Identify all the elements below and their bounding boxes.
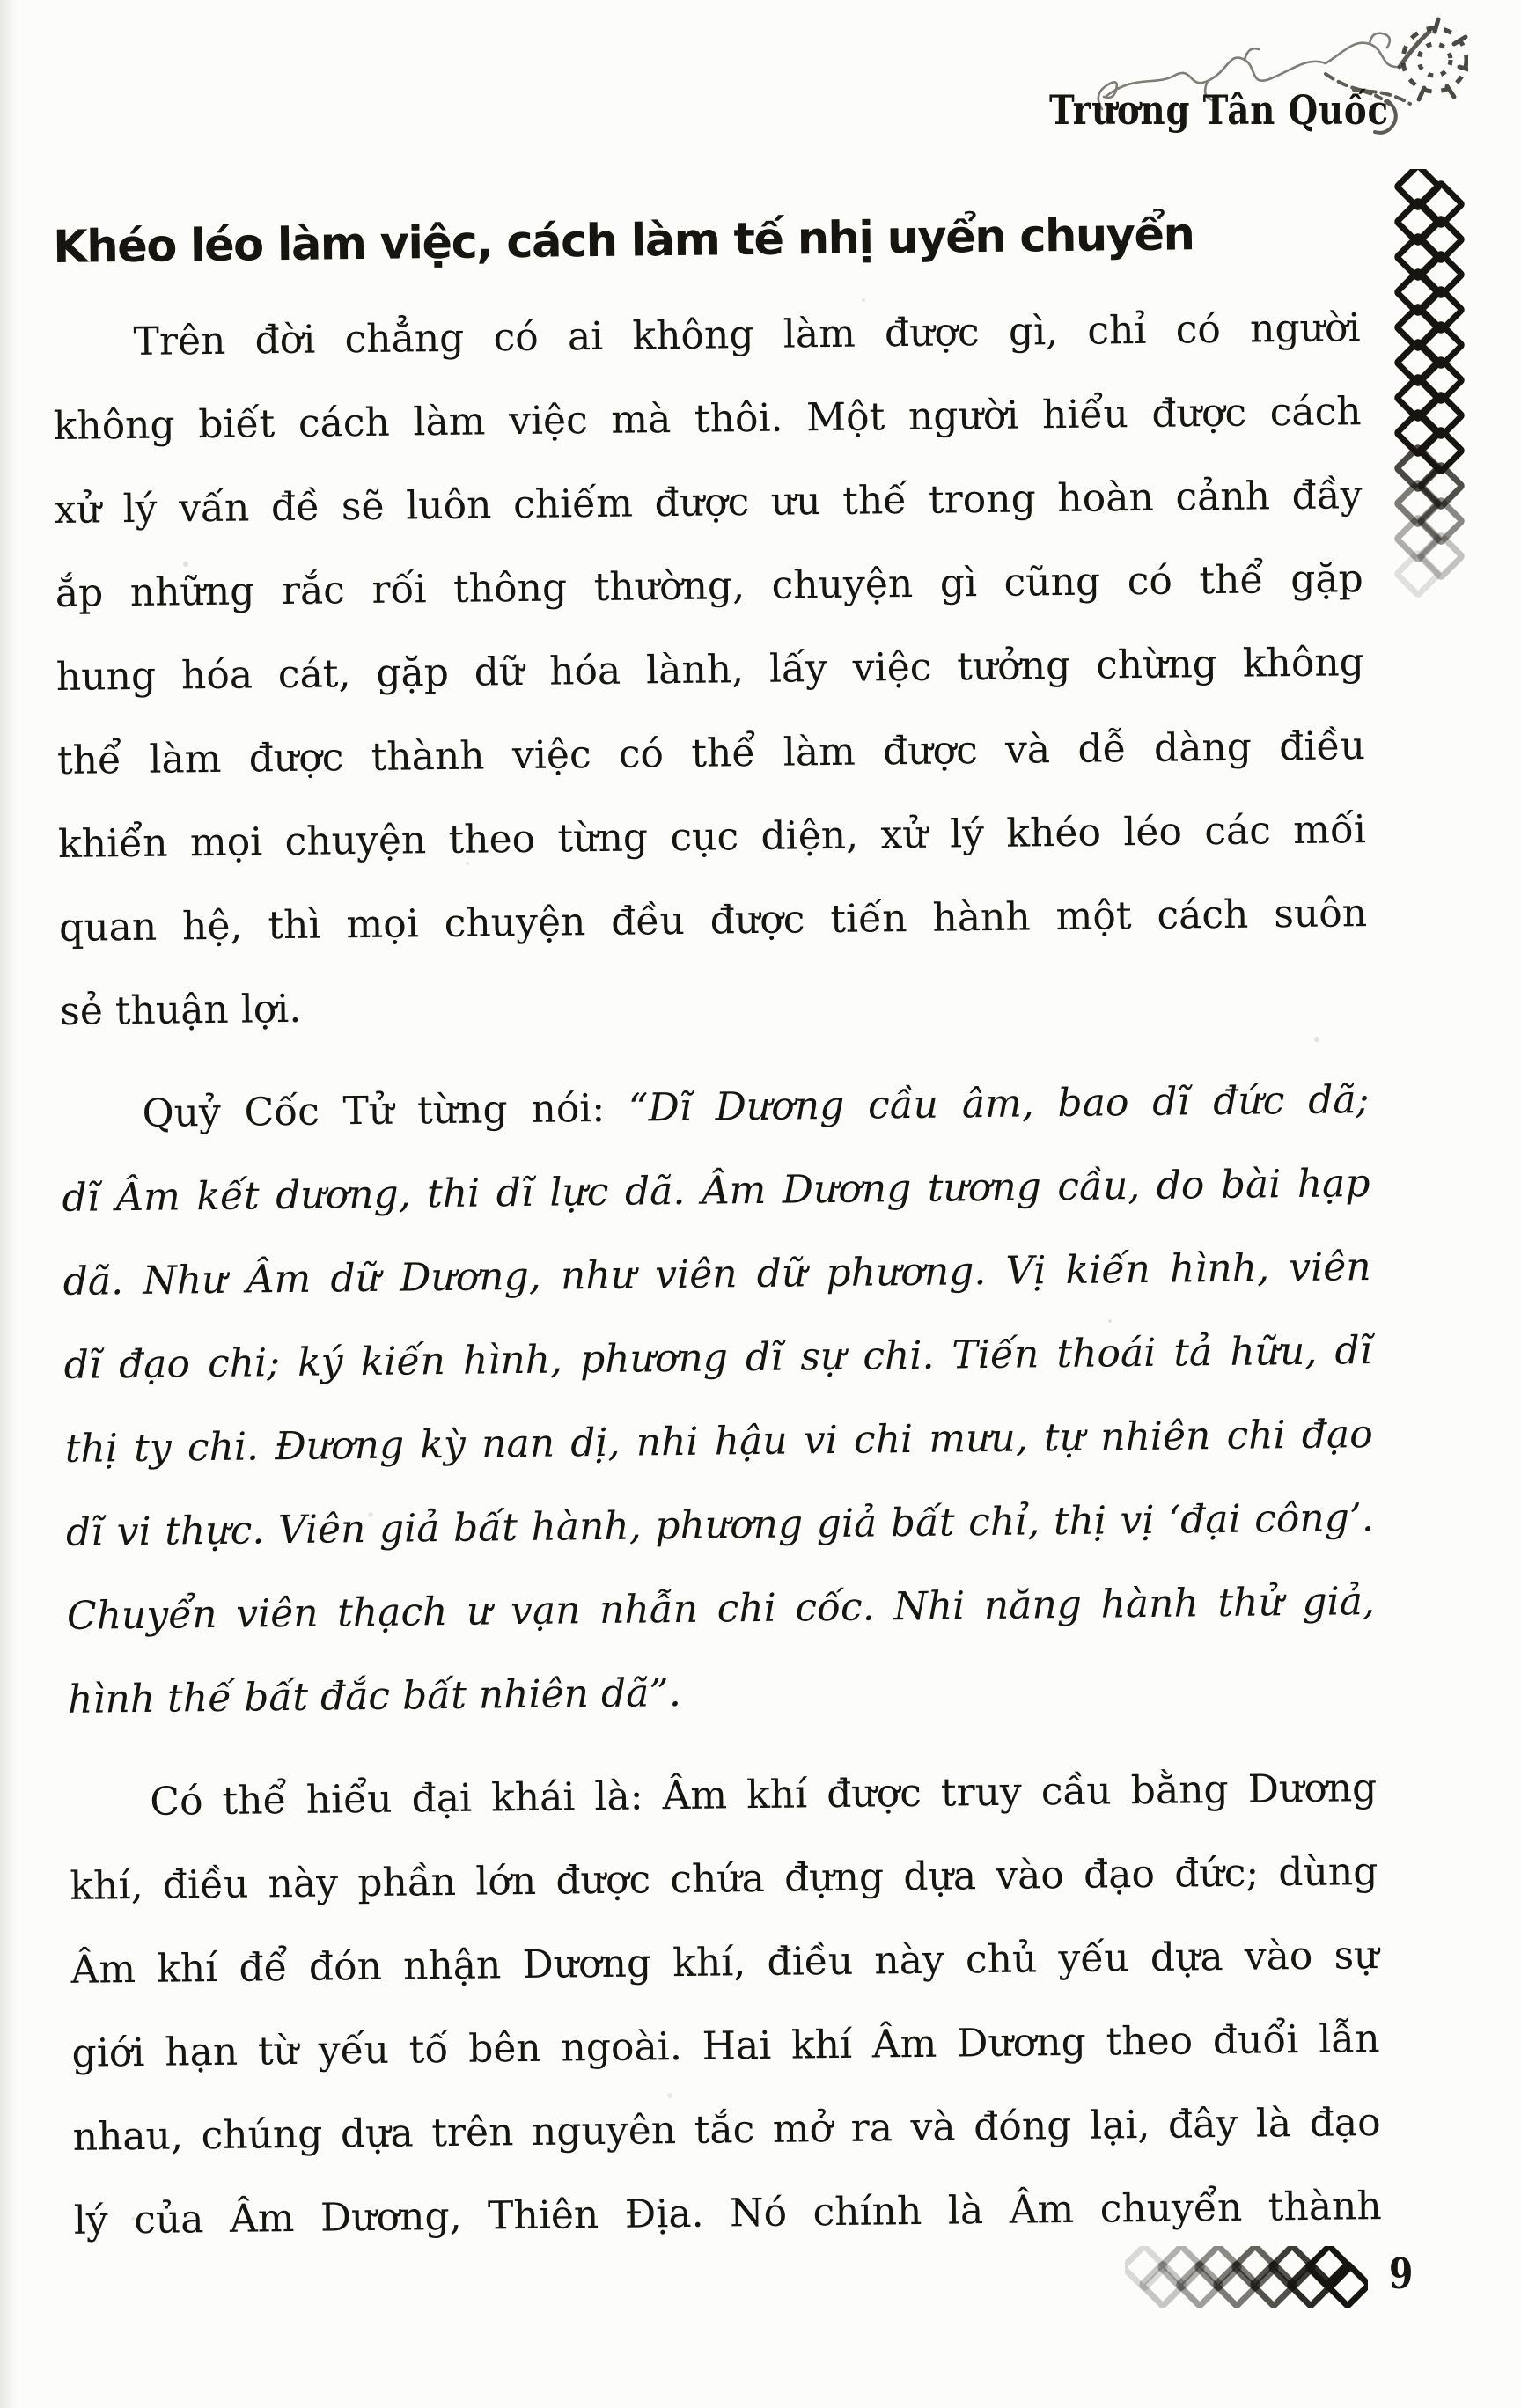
text-run: hung hóa cát, gặp dữ hóa lành, lấy việc tưởng chừng không <box>55 639 1365 700</box>
text-run: lý của Âm Dương, Thiên Địa. Nó chính là Âm chuyển thành <box>73 2183 1382 2243</box>
text-line <box>55 620 1364 719</box>
text-run: giới hạn từ yếu tố bên ngoài. Hai khí Âm Dương theo đuổi lẫn <box>71 2015 1380 2076</box>
text-line <box>64 1392 1373 1491</box>
text-run: thể làm được thành việc có thể làm được và dễ dàng điều <box>56 723 1366 783</box>
body-text <box>52 286 1382 2263</box>
text-run: Trên đời chẳng có ai không làm được gì, chỉ có người <box>133 305 1361 364</box>
scan-edge-shadow <box>0 0 18 2408</box>
lattice-border-right-icon <box>1394 169 1470 618</box>
chapter-title: Khéo léo làm việc, cách làm tế nhị uyển chuyển <box>53 209 1194 274</box>
paragraph <box>52 286 1369 1054</box>
text-line <box>63 1309 1372 1407</box>
text-line <box>54 453 1363 552</box>
paragraph <box>69 1746 1382 2263</box>
scan-speckles <box>0 0 2 2</box>
quote-run: “Dĩ Dương cầu âm, bao dĩ đức dã; <box>628 1076 1370 1131</box>
text-run: xử lý vấn đề sẽ luôn chiếm được ưu thế trong hoàn cảnh đầy <box>54 472 1363 532</box>
text-line <box>56 704 1365 803</box>
text-line <box>69 1746 1378 1845</box>
text-run: sẻ thuận lợi. <box>59 986 302 1034</box>
text-line <box>65 1476 1374 1575</box>
text-run: nhau, chúng dựa trên nguyên tắc mở ra và đóng lại, đây là đạo <box>72 2099 1381 2160</box>
text-line <box>55 537 1363 635</box>
text-run: Có thể hiểu đại khái là: Âm khí được truy cầu bằng Dương <box>150 1765 1378 1824</box>
quote-run: hình thế bất đắc bất nhiên dã”. <box>67 1670 682 1722</box>
quote-run: dĩ đạo chi; ký kiến hình, phương dĩ sự chi. Tiến thoái tả hữu, dĩ <box>63 1327 1372 1388</box>
paragraph <box>61 1058 1377 1742</box>
text-run: khiển mọi chuyện theo từng cục diện, xử lý khéo léo các mối <box>57 806 1367 867</box>
text-run: Quỷ Cốc Tử từng nói: <box>142 1085 629 1136</box>
text-line <box>53 370 1362 468</box>
text-line <box>59 871 1368 970</box>
page-content <box>51 205 1382 2262</box>
text-line <box>61 1058 1370 1156</box>
text-line <box>52 286 1361 385</box>
running-header-author: Trương Tân Quốc <box>1049 86 1389 134</box>
text-line <box>72 2081 1381 2179</box>
text-line <box>71 1997 1380 2096</box>
text-line <box>70 1913 1379 2012</box>
text-run: quan hệ, thì mọi chuyện đều được tiến hành một cách suôn <box>58 890 1368 951</box>
quote-run: dã. Như Âm dữ Dương, như viên dữ phương. Vị kiến hình, viên <box>62 1244 1371 1304</box>
lattice-footer-icon <box>1125 2246 1368 2308</box>
text-line <box>58 788 1367 886</box>
text-run: khí, điều này phần lớn được chứa đựng dựa vào đạo đức; dùng <box>70 1848 1378 1909</box>
text-run: Âm khí để đón nhận Dương khí, điều này chủ yếu dựa vào sự <box>70 1932 1379 1993</box>
text-line <box>62 1142 1370 1240</box>
text-run: ắp những rắc rối thông thường, chuyện gì cũng có thể gặp <box>55 555 1364 616</box>
text-line <box>68 1643 1377 1742</box>
text-line <box>60 955 1369 1054</box>
page-number: 9 <box>1389 2250 1414 2299</box>
quote-run: thị ty chi. Đương kỳ nan dị, nhi hậu vi chi mưu, tự nhiên chi đạo <box>64 1411 1374 1472</box>
text-line <box>66 1560 1375 1658</box>
quote-run: dĩ vi thực. Viên giả bất hành, phương giả bất chỉ, thị vị ‘đại công’. <box>65 1494 1375 1555</box>
text-line <box>62 1225 1371 1324</box>
text-line <box>70 1830 1378 1928</box>
quote-run: dĩ Âm kết dương, thi dĩ lực dã. Âm Dương tương cầu, do bài hạp <box>62 1160 1370 1221</box>
text-run: không biết cách làm việc mà thôi. Một người hiểu được cách <box>53 388 1362 449</box>
page-footer <box>1125 2246 1477 2316</box>
quote-run: Chuyển viên thạch ư vạn nhẫn chi cốc. Nhi năng hành thử giả, <box>66 1578 1376 1639</box>
